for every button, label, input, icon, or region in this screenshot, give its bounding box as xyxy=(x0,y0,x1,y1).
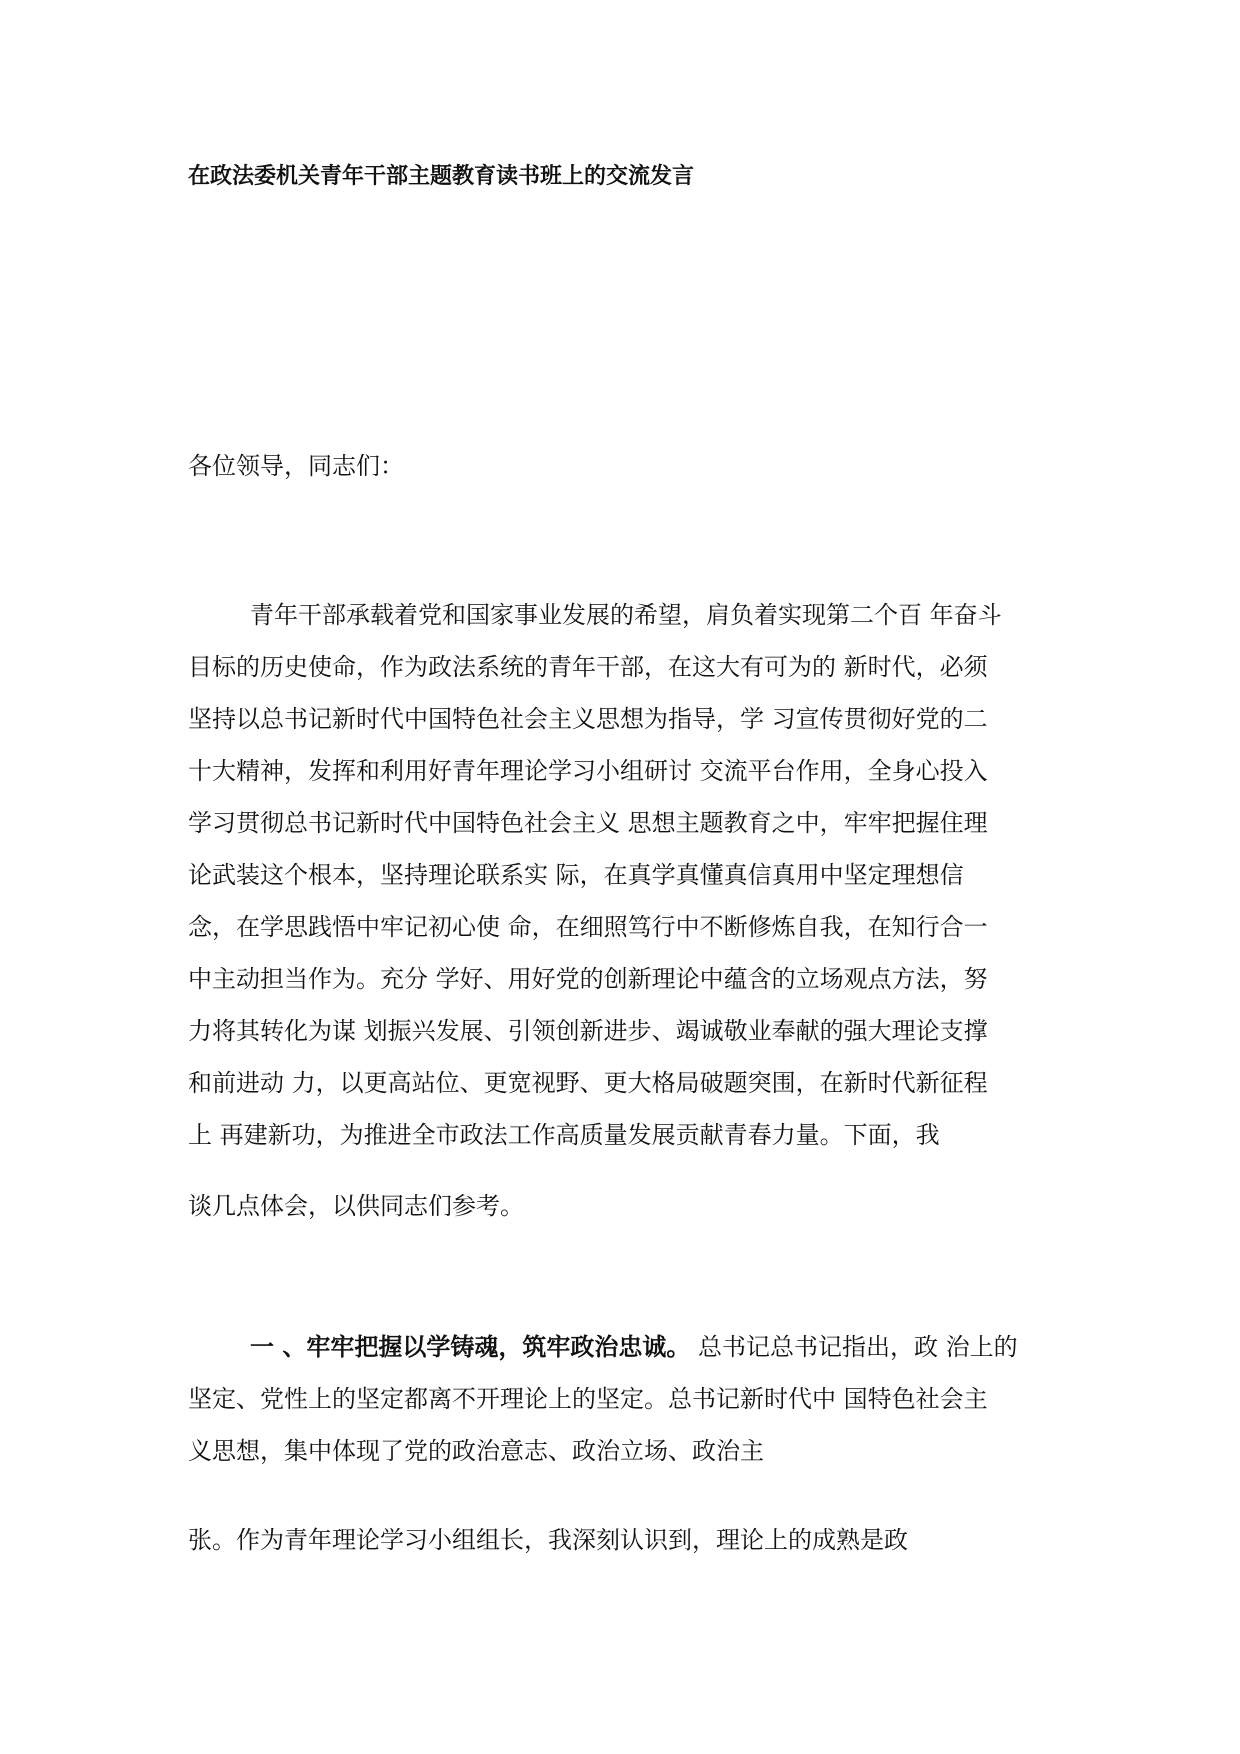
paragraph-line: 张。作为青年理论学习小组组长，我深刻认识到，理论上的成熟是政 xyxy=(188,1526,908,1554)
paragraph-line: 青年干部承载着党和国家事业发展的希望，肩负着实现第二个百 年奋斗 xyxy=(250,601,1002,629)
paragraph-line: 念，在学思践悟中牢记初心使 命，在细照笃行中不断修炼自我，在知行合一 xyxy=(188,913,988,941)
paragraph-2-tail xyxy=(188,1514,1068,1566)
paragraph-line: 坚持以总书记新时代中国特色社会主义思想为指导，学 习宣传贯彻好党的二 xyxy=(188,705,988,733)
section-heading: 一 、牢牢把握以学铸魂，筑牢政治忠诚。 xyxy=(250,1333,691,1361)
paragraph-line: 论武装这个根本，坚持理论联系实 际，在真学真懂真信真用中坚定理想信 xyxy=(188,861,964,889)
paragraph-line: 目标的历史使命，作为政法系统的青年干部，在这大有可为的 新时代，必须 xyxy=(188,653,988,681)
paragraph-1-tail xyxy=(188,1180,1068,1232)
paragraph-line: 义思想，集中体现了党的政治意志、政治立场、政治主 xyxy=(188,1437,764,1465)
salutation: 各位领导，同志们： xyxy=(188,452,404,480)
paragraph-line: 十大精神，发挥和利用好青年理论学习小组研讨 交流平台作用，全身心投入 xyxy=(188,757,988,785)
paragraph-line: 坚定、党性上的坚定都离不开理论上的坚定。总书记新时代中 国特色社会主 xyxy=(188,1385,988,1413)
paragraph-1 xyxy=(188,589,1068,1161)
paragraph-text: 总书记总书记指出，政 治上的 xyxy=(690,1333,1018,1361)
document-title: 在政法委机关青年干部主题教育读书班上的交流发言 xyxy=(188,164,695,189)
paragraph-line: 谈几点体会，以供同志们参考。 xyxy=(188,1192,524,1220)
paragraph-line: 学习贯彻总书记新时代中国特色社会主义 思想主题教育之中，牢牢把握住理 xyxy=(188,809,988,837)
paragraph-line xyxy=(188,1321,1068,1373)
paragraph-line: 上 再建新功，为推进全市政法工作高质量发展贡献青春力量。下面，我 xyxy=(188,1121,940,1149)
paragraph-line: 力将其转化为谋 划振兴发展、引领创新进步、竭诚敬业奉献的强大理论支撑 xyxy=(188,1017,988,1045)
paragraph-line: 和前进动 力，以更高站位、更宽视野、更大格局破题突围，在新时代新征程 xyxy=(188,1069,988,1097)
paragraph-2 xyxy=(188,1321,1068,1477)
paragraph-line: 中主动担当作为。充分 学好、用好党的创新理论中蕴含的立场观点方法，努 xyxy=(188,965,988,993)
